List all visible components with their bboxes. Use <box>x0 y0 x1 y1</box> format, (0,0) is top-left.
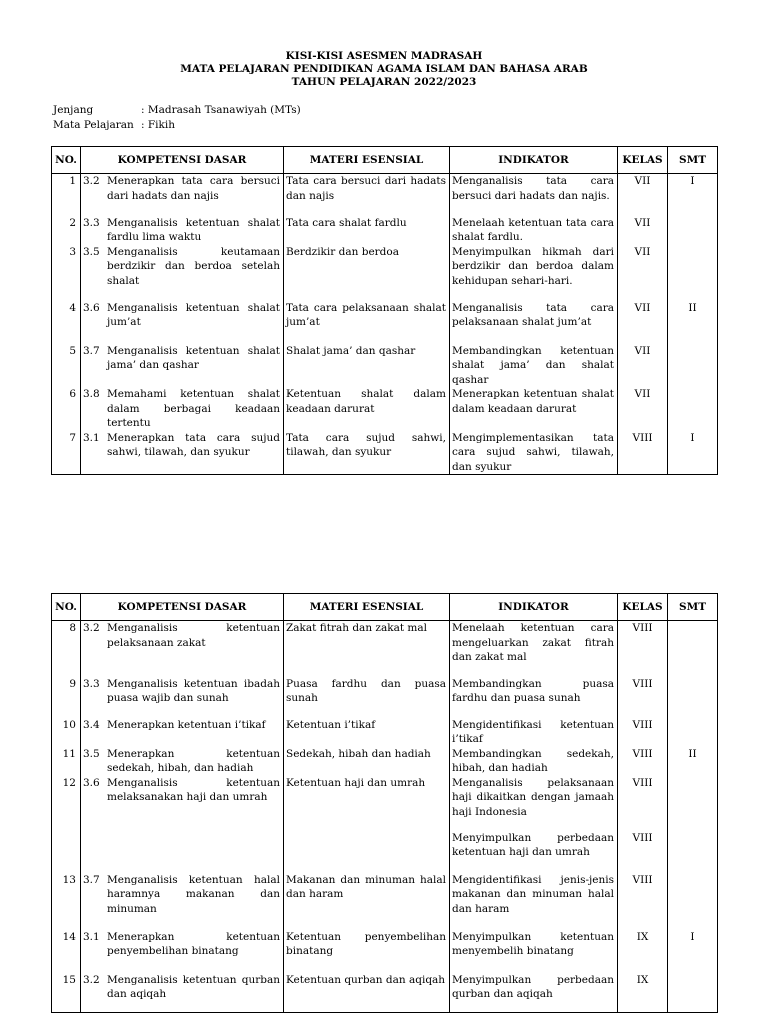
col-smt: SMT <box>668 147 718 174</box>
kelas-cell: VIII <box>618 747 668 776</box>
semester-cell <box>668 245 718 301</box>
semester-cell <box>668 831 718 873</box>
document-meta <box>53 103 301 133</box>
kompetensi-dasar-cell <box>81 831 284 873</box>
kd-text: Menganalisis ketentuan shalat fardlu lima waktu <box>107 216 280 243</box>
col-no: NO. <box>52 147 81 174</box>
indikator-cell: Menyimpulkan hikmah dari berdzikir dan berdoa dalam kehidupan sehari-hari. <box>450 245 618 301</box>
kompetensi-dasar-cell <box>81 621 284 677</box>
indikator-cell: Mengidentifikasi jenis-jenis makanan dan minuman halal dan haram <box>450 873 618 930</box>
kompetensi-dasar-cell <box>81 973 284 1013</box>
kd-text: Menganalisis ketentuan shalat jama’ dan qashar <box>107 344 280 371</box>
indikator-cell: Menyimpulkan perbedaan ketentuan haji dan umrah <box>450 831 618 873</box>
table-row <box>52 747 718 776</box>
table-row <box>52 431 718 475</box>
table-row <box>52 216 718 245</box>
indikator-cell: Mengidentifikasi ketentuan i’tikaf <box>450 718 618 747</box>
kd-code: 3.2 <box>83 622 100 634</box>
row-number: 5 <box>52 344 81 388</box>
col-smt: SMT <box>668 594 718 621</box>
table-header-row <box>52 147 718 174</box>
row-number: 3 <box>52 245 81 301</box>
materi-esensial-cell: Ketentuan shalat dalam keadaan darurat <box>284 387 450 431</box>
col-kelas: KELAS <box>618 594 668 621</box>
materi-esensial-cell: Tata cara sujud sahwi, tilawah, dan syukur <box>284 431 450 475</box>
kompetensi-dasar-cell <box>81 873 284 930</box>
kd-code: 3.3 <box>83 216 100 229</box>
kd-code: 3.2 <box>83 973 100 986</box>
row-number: 15 <box>52 973 81 1013</box>
kelas-cell: VIII <box>618 776 668 831</box>
materi-esensial-cell: Tata cara pelaksanaan shalat jum’at <box>284 301 450 344</box>
kd-code: 3.4 <box>83 718 100 731</box>
kompetensi-dasar-cell <box>81 344 284 388</box>
indikator-cell: Menganalisis tata cara pelaksanaan shalat jum’at <box>450 301 618 344</box>
col-no: NO. <box>52 594 81 621</box>
indikator-cell: Menyimpulkan perbedaan qurban dan aqiqah <box>450 973 618 1013</box>
kelas-cell: VII <box>618 245 668 301</box>
kd-code: 3.8 <box>83 388 100 400</box>
materi-esensial-cell: Ketentuan penyembelihan binatang <box>284 930 450 973</box>
kelas-cell: VII <box>618 387 668 431</box>
materi-esensial-cell: Berdzikir dan berdoa <box>284 245 450 301</box>
indikator-cell: Menganalisis tata cara bersuci dari hadats dan najis. <box>450 174 618 216</box>
document-header <box>0 50 768 89</box>
header-subject: MATA PELAJARAN PENDIDIKAN AGAMA ISLAM DAN BAHASA ARAB <box>180 63 588 75</box>
row-number: 12 <box>52 776 81 831</box>
kd-code: 3.5 <box>83 747 100 760</box>
materi-esensial-cell: Tata cara bersuci dari hadats dan najis <box>284 174 450 216</box>
kelas-cell: VII <box>618 174 668 216</box>
kelas-cell: VIII <box>618 677 668 718</box>
semester-cell <box>668 677 718 718</box>
table-row <box>52 301 718 344</box>
semester-cell: I <box>668 930 718 973</box>
semester-cell <box>668 387 718 431</box>
kd-code: 3.6 <box>83 776 100 789</box>
indikator-cell: Mengimplementasikan tata cara sujud sahwi, tilawah, dan syukur <box>450 431 618 475</box>
indikator-cell: Menelaah ketentuan tata cara shalat fardlu. <box>450 216 618 245</box>
semester-cell <box>668 873 718 930</box>
kd-text: Menganalisis keutamaan berdzikir dan berdoa setelah shalat <box>107 245 280 287</box>
kelas-cell: IX <box>618 973 668 1013</box>
kd-text: Menerapkan tata cara bersuci dari hadats dan najis <box>107 175 280 202</box>
semester-cell <box>668 973 718 1013</box>
col-materi-esensial: MATERI ESENSIAL <box>284 147 450 174</box>
indikator-cell: Membandingkan puasa fardhu dan puasa sunah <box>450 677 618 718</box>
kd-code: 3.1 <box>83 930 100 943</box>
col-kompetensi-dasar: KOMPETENSI DASAR <box>81 147 284 174</box>
materi-esensial-cell: Makanan dan minuman halal dan haram <box>284 873 450 930</box>
row-number: 10 <box>52 718 81 747</box>
kd-text: Menerapkan ketentuan sedekah, hibah, dan hadiah <box>107 747 280 774</box>
table-row <box>52 930 718 973</box>
kelas-cell: VII <box>618 344 668 388</box>
row-number: 2 <box>52 216 81 245</box>
row-number: 14 <box>52 930 81 973</box>
kompetensi-dasar-cell <box>81 245 284 301</box>
kd-text: Menganalisis ketentuan ibadah puasa wajib dan sunah <box>107 677 280 704</box>
kompetensi-dasar-cell <box>81 677 284 718</box>
kompetensi-dasar-cell <box>81 776 284 831</box>
kd-code: 3.7 <box>83 873 100 886</box>
materi-esensial-cell: Tata cara shalat fardlu <box>284 216 450 245</box>
semester-cell: I <box>668 431 718 475</box>
row-number <box>52 831 81 873</box>
kd-text: Menganalisis ketentuan qurban dan aqiqah <box>107 973 280 1000</box>
kompetensi-dasar-cell <box>81 747 284 776</box>
kompetensi-dasar-cell <box>81 301 284 344</box>
indikator-cell: Membandingkan ketentuan shalat jama’ dan shalat qashar <box>450 344 618 388</box>
kisi-kisi-table-2 <box>51 593 718 1013</box>
kd-text: Menganalisis ketentuan pelaksanaan zakat <box>107 622 280 649</box>
kelas-cell: VIII <box>618 621 668 677</box>
kompetensi-dasar-cell <box>81 387 284 431</box>
kd-code: 3.7 <box>83 344 100 357</box>
materi-esensial-cell: Ketentuan haji dan umrah <box>284 776 450 831</box>
materi-esensial-cell: Sedekah, hibah dan hadiah <box>284 747 450 776</box>
table-row <box>52 677 718 718</box>
table-row <box>52 387 718 431</box>
table-row <box>52 344 718 388</box>
kd-text: Menganalisis ketentuan shalat jum’at <box>107 301 280 328</box>
kd-text: Menerapkan ketentuan i’tikaf <box>107 718 266 731</box>
semester-cell <box>668 718 718 747</box>
jenjang-label: Jenjang <box>53 104 94 116</box>
kompetensi-dasar-cell <box>81 216 284 245</box>
kd-code: 3.2 <box>83 175 100 187</box>
table-row <box>52 245 718 301</box>
kd-text: Memahami ketentuan shalat dalam berbagai keadaan tertentu <box>107 388 280 429</box>
kd-code: 3.5 <box>83 245 100 258</box>
kisi-kisi-table-1 <box>51 146 718 475</box>
semester-cell: I <box>668 174 718 216</box>
kd-code: 3.1 <box>83 431 100 444</box>
kelas-cell: VII <box>618 301 668 344</box>
materi-esensial-cell <box>284 831 450 873</box>
table-row <box>52 621 718 677</box>
semester-cell <box>668 344 718 388</box>
kd-text: Menerapkan tata cara sujud sahwi, tilawah, dan syukur <box>107 431 280 458</box>
kompetensi-dasar-cell <box>81 930 284 973</box>
kompetensi-dasar-cell <box>81 718 284 747</box>
table-row <box>52 831 718 873</box>
kd-text: Menganalisis ketentuan halal haramnya makanan dan minuman <box>107 873 280 915</box>
kompetensi-dasar-cell <box>81 174 284 216</box>
materi-esensial-cell: Ketentuan qurban dan aqiqah <box>284 973 450 1013</box>
table-row <box>52 973 718 1013</box>
row-number: 8 <box>52 621 81 677</box>
indikator-cell: Menganalisis pelaksanaan haji dikaitkan dengan jamaah haji Indonesia <box>450 776 618 831</box>
row-number: 9 <box>52 677 81 718</box>
kompetensi-dasar-cell <box>81 431 284 475</box>
row-number: 7 <box>52 431 81 475</box>
col-indikator: INDIKATOR <box>450 147 618 174</box>
kelas-cell: VIII <box>618 831 668 873</box>
col-indikator: INDIKATOR <box>450 594 618 621</box>
indikator-cell: Membandingkan sedekah, hibah, dan hadiah <box>450 747 618 776</box>
indikator-cell: Menerapkan ketentuan shalat dalam keadaan darurat <box>450 387 618 431</box>
semester-cell <box>668 776 718 831</box>
semester-cell: II <box>668 301 718 344</box>
semester-cell <box>668 621 718 677</box>
semester-cell: II <box>668 747 718 776</box>
materi-esensial-cell: Shalat jama’ dan qashar <box>284 344 450 388</box>
col-kompetensi-dasar: KOMPETENSI DASAR <box>81 594 284 621</box>
header-year: TAHUN PELAJARAN 2022/2023 <box>291 76 477 88</box>
indikator-cell: Menyimpulkan ketentuan menyembelih binatang <box>450 930 618 973</box>
table-row <box>52 776 718 831</box>
table-header-row <box>52 594 718 621</box>
table-row <box>52 873 718 930</box>
kd-text: Menerapkan ketentuan penyembelihan binatang <box>107 930 280 957</box>
row-number: 1 <box>52 174 81 216</box>
kelas-cell: IX <box>618 930 668 973</box>
col-materi-esensial: MATERI ESENSIAL <box>284 594 450 621</box>
row-number: 13 <box>52 873 81 930</box>
row-number: 4 <box>52 301 81 344</box>
mapel-label: Mata Pelajaran <box>53 119 134 131</box>
kd-text: Menganalisis ketentuan melaksanakan haji dan umrah <box>107 776 280 803</box>
jenjang-value: : Madrasah Tsanawiyah (MTs) <box>141 104 301 116</box>
kd-code: 3.6 <box>83 301 100 314</box>
kelas-cell: VII <box>618 216 668 245</box>
indikator-cell: Menelaah ketentuan cara mengeluarkan zakat fitrah dan zakat mal <box>450 621 618 677</box>
materi-esensial-cell: Zakat fitrah dan zakat mal <box>284 621 450 677</box>
materi-esensial-cell: Ketentuan i’tikaf <box>284 718 450 747</box>
kelas-cell: VIII <box>618 431 668 475</box>
mapel-value: : Fikih <box>141 119 176 131</box>
row-number: 11 <box>52 747 81 776</box>
row-number: 6 <box>52 387 81 431</box>
header-title: KISI-KISI ASESMEN MADRASAH <box>285 50 483 62</box>
table-row <box>52 174 718 216</box>
table-row <box>52 718 718 747</box>
semester-cell <box>668 216 718 245</box>
kelas-cell: VIII <box>618 718 668 747</box>
kelas-cell: VIII <box>618 873 668 930</box>
materi-esensial-cell: Puasa fardhu dan puasa sunah <box>284 677 450 718</box>
kd-code: 3.3 <box>83 677 100 690</box>
col-kelas: KELAS <box>618 147 668 174</box>
